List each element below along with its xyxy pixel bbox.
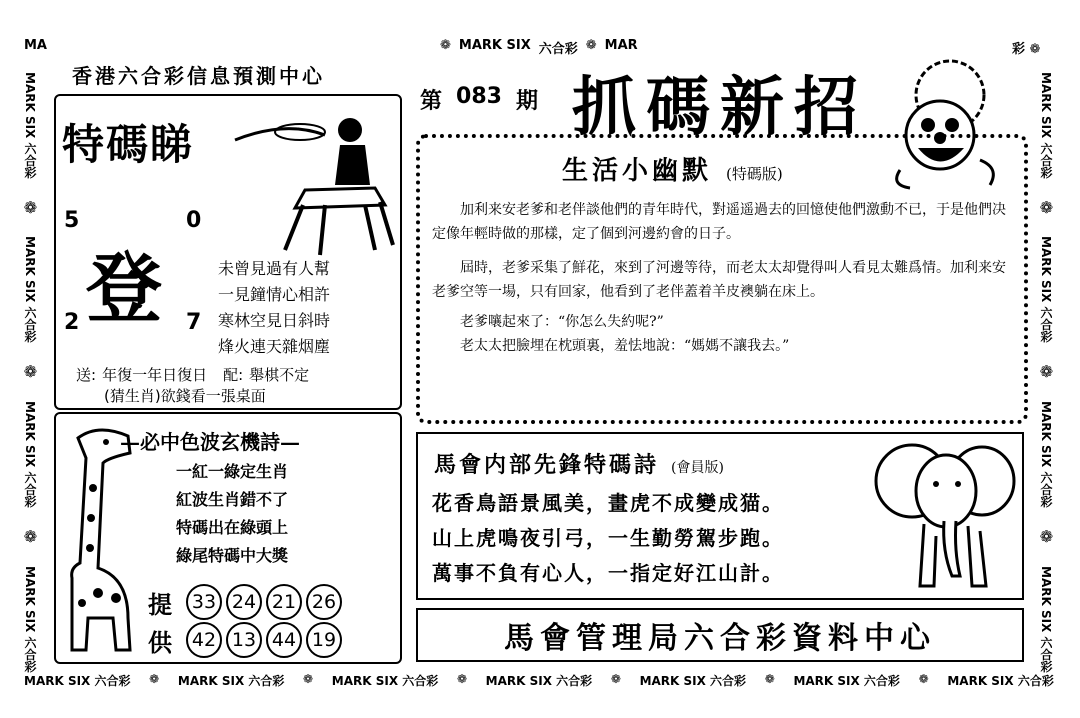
bottom-border-text: MARK SIX 六合彩 (485, 674, 593, 688)
bottom-border-text: MARK SIX 六合彩 (639, 674, 747, 688)
vanguard-subtitle: (會員版) (671, 460, 724, 476)
footer-banner-text: 馬會管理局六合彩資料中心 (504, 621, 936, 656)
issue-number: 083 (456, 84, 502, 109)
top-border-cai: 彩 (1012, 42, 1026, 57)
send-label: 送: (76, 366, 97, 384)
vanguard-title: 馬會内部先鋒特碼詩 (434, 452, 660, 478)
flower-icon: ❁ (1029, 42, 1041, 57)
flower-icon: ❁ (456, 672, 467, 686)
top-border-right-text (1012, 38, 1040, 57)
right-border-text: MARK SIX 六合彩 (1039, 236, 1053, 343)
flower-icon: ❁ (585, 38, 597, 53)
bottom-border (24, 672, 1054, 689)
humor-body (432, 198, 1012, 358)
humor-paragraph: 加利来安老爹和老伴談他們的青年時代，對遥遥過去的回憶使他們激動不已，于是他們决定像年輕時做的那樣，定了個到河邊約會的日子。 (432, 202, 1006, 242)
right-border (1038, 62, 1055, 682)
pair-label: 配: (223, 366, 244, 384)
big-character: 登 (86, 244, 162, 333)
issue-label (420, 84, 538, 115)
elephant-illustration (872, 436, 1017, 594)
number-ball: 13 (226, 622, 262, 658)
special-code-title: 特碼睇 (62, 120, 195, 169)
humor-paragraph: 老太太把臉埋在枕頭裏，羞怯地說：“媽媽不讓我去。” (460, 338, 790, 354)
ti-label: 提 (148, 589, 172, 619)
bottom-border-text: MARK SIX 六合彩 (177, 674, 285, 688)
left-border-text: MARK SIX 六合彩 (23, 565, 37, 673)
poem-line: 綠尾特碼中大獎 (176, 546, 289, 565)
flower-icon: ❁ (1039, 527, 1054, 547)
send-value: 年復一年日復日 (102, 366, 208, 384)
poem-line: 未曾見過有人幫 (218, 259, 331, 278)
flower-icon: ❁ (918, 672, 929, 686)
flower-icon: ❁ (149, 672, 160, 686)
number-ball: 24 (226, 584, 262, 620)
figure-illustration (225, 110, 395, 260)
number-ball: 19 (306, 622, 342, 658)
num-top-right: 0 (186, 208, 202, 233)
top-border-left-text: MA (24, 38, 47, 53)
bottom-border-text: MARK SIX 六合彩 (331, 674, 439, 688)
top-border-mar: MAR (604, 38, 638, 53)
ti-row (148, 584, 346, 620)
issue-prefix: 第 (420, 89, 443, 114)
gong-row (148, 622, 346, 658)
humor-paragraph: 屆時，老爹采集了鮮花，來到了河邊等待，而老太太却覺得叫人看見太難爲情。加利来安老爹空等一場，只有回家，他看到了老伴蓋着羊皮襖躺在床上。 (432, 260, 1006, 300)
poem-line: 萬事不負有心人，一指定好江山計。 (432, 561, 784, 585)
top-border-mark: MARK SIX (458, 38, 531, 53)
flower-icon: ❁ (1039, 362, 1054, 382)
left-border-text: MARK SIX 六合彩 (23, 236, 37, 343)
vanguard-header (434, 448, 724, 479)
wave-poem-title: —必中色波玄機詩— (120, 430, 300, 454)
poem-line: 山上虎鳴夜引弓，一生勤勞駕步跑。 (432, 526, 784, 550)
humor-header (562, 150, 783, 187)
flower-icon: ❁ (610, 672, 621, 686)
poem-line: 紅波生肖錯不了 (176, 490, 289, 509)
bottom-border-text: MARK SIX 六合彩 (947, 674, 1054, 688)
pair-value: 舉棋不定 (249, 366, 310, 384)
right-border-text: MARK SIX 六合彩 (1039, 401, 1053, 508)
poem-line: 一紅一綠定生肖 (176, 462, 289, 481)
left-border-text: MARK SIX 六合彩 (23, 401, 37, 508)
left-border-text: MARK SIX 六合彩 (23, 71, 37, 179)
flower-icon: ❁ (1039, 197, 1054, 217)
number-ball: 33 (186, 584, 222, 620)
special-code-poem (218, 256, 330, 360)
humor-subtitle: (特碼版) (726, 165, 783, 183)
gong-label: 供 (148, 627, 172, 657)
humor-title: 生活小幽默 (562, 156, 713, 186)
right-border-text: MARK SIX 六合彩 (1039, 71, 1053, 179)
footer-banner (416, 608, 1024, 662)
issue-suffix: 期 (515, 89, 538, 114)
top-border-banner (440, 38, 638, 57)
number-ball: 42 (186, 622, 222, 658)
humor-paragraph: 老爹嚷起來了：“你怎么失約呢?” (460, 314, 664, 330)
poem-line: 花香鳥語景風美，畫虎不成變成猫。 (432, 491, 784, 515)
bottom-border-text: MARK SIX 六合彩 (24, 674, 131, 688)
zodiac-riddle: (猜生肖)欲錢看一張桌面 (104, 387, 266, 405)
poem-line: 特碼出在綠頭上 (176, 518, 289, 537)
main-title: 抓碼新招 (572, 70, 868, 145)
number-ball: 21 (266, 584, 302, 620)
center-name: 香港六合彩信息預測中心 (72, 64, 325, 88)
vanguard-lines (432, 486, 784, 591)
flower-icon: ❁ (440, 38, 451, 53)
poem-line: 寒林空見日斜時 (218, 311, 331, 330)
flower-icon: ❁ (23, 362, 38, 382)
send-pair-row (76, 364, 309, 385)
flower-icon: ❁ (303, 672, 314, 686)
left-border (22, 62, 39, 682)
poem-line: 一見鐘情心相許 (218, 285, 331, 304)
poem-line: 烽火連天雜烟塵 (218, 337, 331, 356)
num-bottom-right: 7 (186, 310, 202, 335)
number-ball: 44 (266, 622, 302, 658)
num-top-left: 5 (64, 208, 80, 233)
number-ball: 26 (306, 584, 342, 620)
num-bottom-left: 2 (64, 310, 80, 335)
flower-icon: ❁ (23, 197, 38, 217)
flower-icon: ❁ (764, 672, 775, 686)
flower-icon: ❁ (23, 527, 38, 547)
top-border-liuhe: 六合彩 (538, 42, 578, 57)
wave-poem-lines (176, 458, 288, 570)
right-border-text: MARK SIX 六合彩 (1039, 565, 1053, 673)
bottom-border-text: MARK SIX 六合彩 (793, 674, 900, 688)
